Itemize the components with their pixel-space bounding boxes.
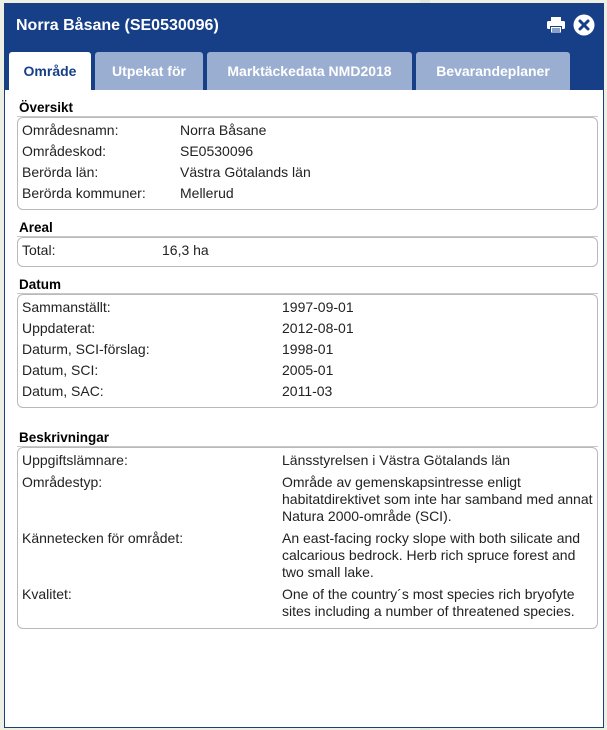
- row-label: Berörda län:: [22, 164, 99, 180]
- description-row: [22, 586, 593, 620]
- description-row: [22, 530, 593, 581]
- overview-box: [17, 117, 598, 210]
- row-label: Områdesnamn:: [22, 122, 119, 138]
- date-row: [22, 299, 593, 316]
- section-title-area: Areal: [17, 220, 598, 237]
- row-value: Område av gemenskapsintresse enligt habitatdirektivet som inte har samband med annat Natura 2000-område (SCI).: [282, 474, 593, 524]
- row-value: An east-facing rocky slope with both silicate and calcarious bedrock. Herb rich spruce forest and two small lake.: [282, 530, 581, 580]
- area-row: [22, 242, 593, 259]
- row-value: 1998-01: [282, 341, 334, 357]
- overview-row: [22, 164, 593, 181]
- tab-bar: [9, 52, 570, 90]
- description-row: [22, 452, 593, 469]
- tab-content: [17, 100, 598, 639]
- section-title-overview: Översikt: [17, 100, 598, 117]
- row-label: Sammanställt:: [22, 299, 111, 315]
- section-title-dates: Datum: [17, 277, 598, 294]
- tab-bevarandeplaner[interactable]: Bevarandeplaner: [416, 52, 570, 90]
- overview-row: [22, 185, 593, 202]
- section-title-descriptions: Beskrivningar: [17, 430, 598, 447]
- row-value: Norra Båsane: [180, 122, 267, 138]
- row-value: Länsstyrelsen i Västra Götalands län: [282, 452, 511, 468]
- row-value: One of the country´s most species rich bryofyte sites including a number of threatened species.: [282, 586, 575, 619]
- row-label: Uppdaterat:: [22, 320, 96, 336]
- row-label: Kännetecken för området:: [22, 530, 184, 546]
- overview-row: [22, 122, 593, 139]
- row-label: Datum, SAC:: [22, 383, 104, 399]
- dates-box: [17, 294, 598, 408]
- tab-omrade[interactable]: Område: [9, 52, 91, 90]
- row-label: Daturm, SCI-förslag:: [22, 341, 150, 357]
- close-icon[interactable]: [573, 14, 595, 36]
- row-label: Datum, SCI:: [22, 362, 99, 378]
- descriptions-box: [17, 447, 598, 629]
- row-value: 2005-01: [282, 362, 334, 378]
- row-value: 2011-03: [282, 383, 333, 399]
- date-row: [22, 341, 593, 358]
- row-label: Kvalitet:: [22, 586, 72, 602]
- row-value: SE0530096: [180, 143, 254, 159]
- print-icon[interactable]: [545, 14, 567, 36]
- row-value: Mellerud: [180, 185, 234, 201]
- row-value: Västra Götalands län: [180, 164, 311, 180]
- row-value: 2012-08-01: [282, 320, 354, 336]
- popup-title: Norra Båsane (SE0530096): [16, 17, 219, 34]
- area-box: [17, 237, 598, 267]
- row-label: Områdeskod:: [22, 143, 107, 159]
- area-info-popup: [4, 3, 604, 728]
- row-label: Berörda kommuner:: [22, 185, 146, 201]
- date-row: [22, 383, 593, 400]
- row-label: Områdestyp:: [22, 474, 103, 490]
- row-label: Uppgiftslämnare:: [22, 452, 128, 468]
- row-label: Total:: [22, 242, 56, 258]
- row-value: 1997-09-01: [282, 299, 354, 315]
- date-row: [22, 320, 593, 337]
- date-row: [22, 362, 593, 379]
- tab-marktackedata[interactable]: Marktäckedata NMD2018: [207, 52, 412, 90]
- popup-header: [5, 4, 603, 90]
- row-value: 16,3 ha: [162, 242, 209, 258]
- overview-row: [22, 143, 593, 160]
- description-row: [22, 474, 593, 525]
- tab-utpekat-for[interactable]: Utpekat för: [95, 52, 203, 90]
